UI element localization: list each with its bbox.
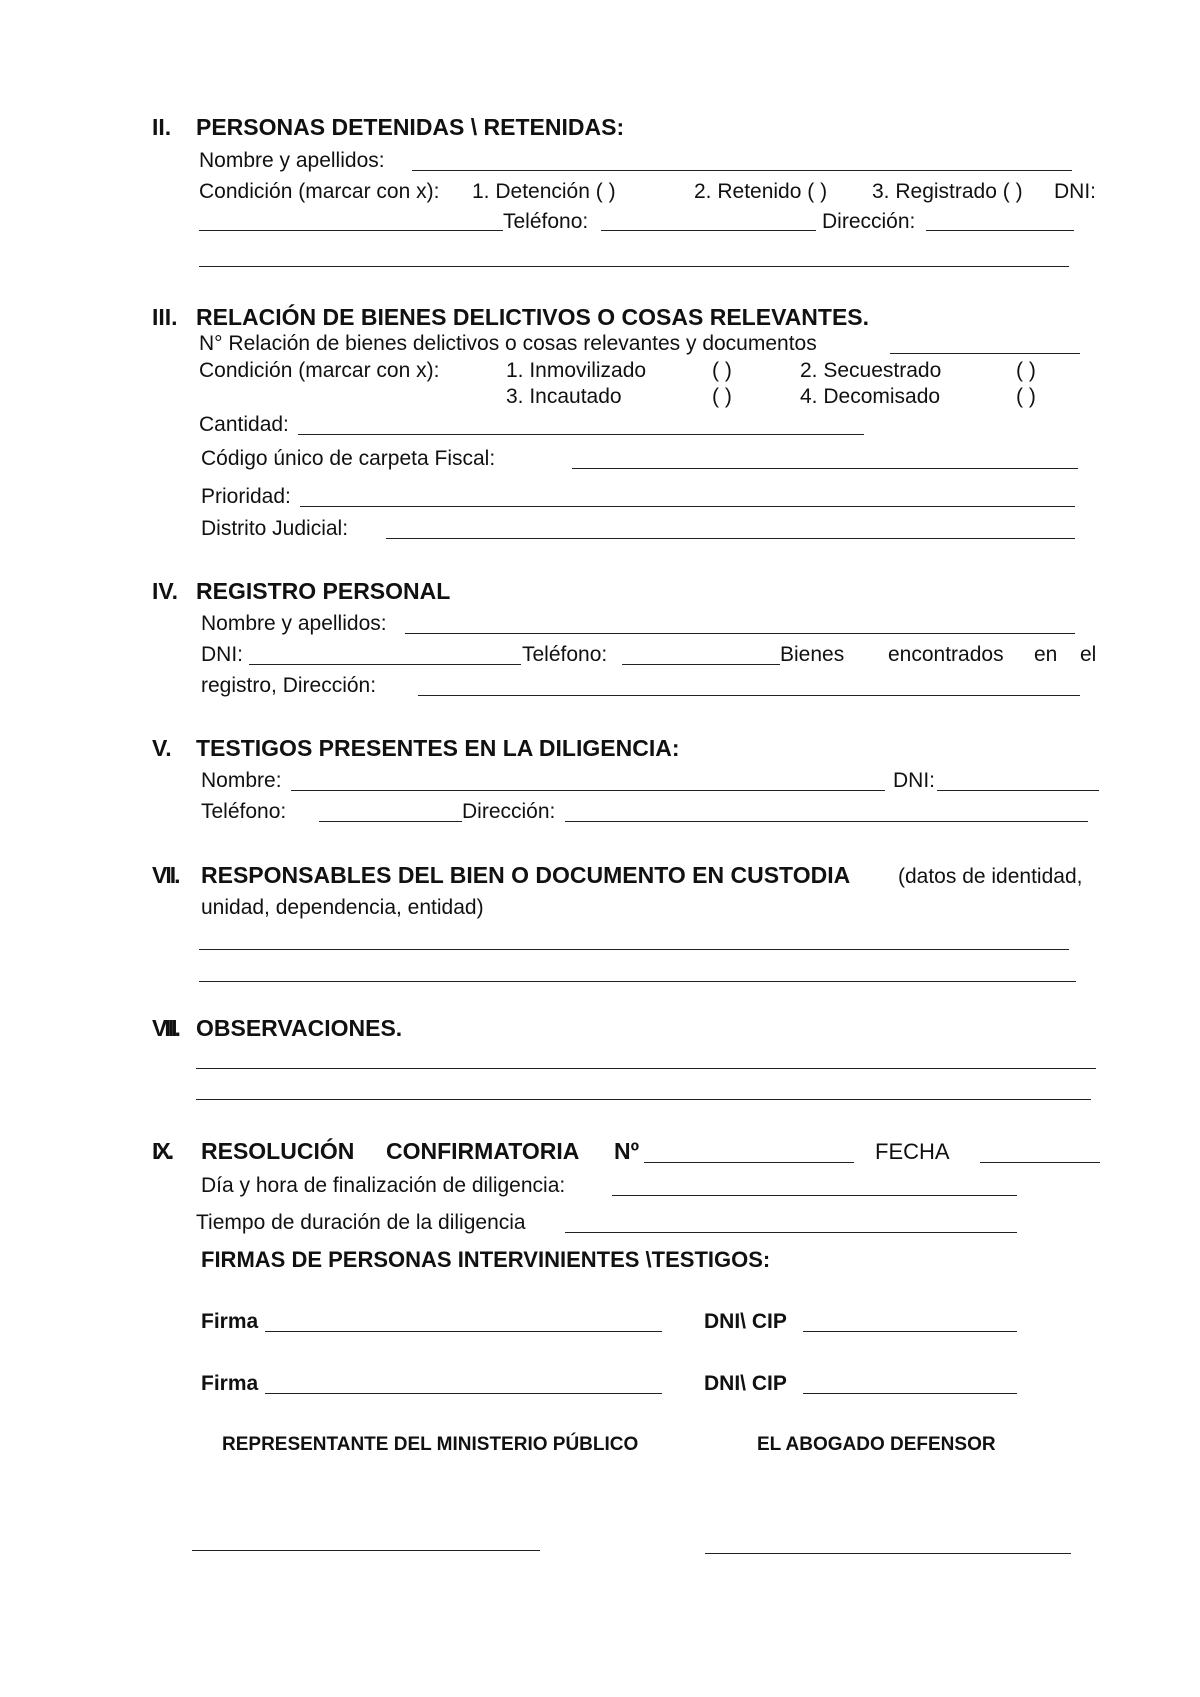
registro-bienes-label: Bienes xyxy=(780,643,845,666)
detenido-direccion-label: Dirección: xyxy=(822,210,916,233)
testigo-nombre-field[interactable] xyxy=(291,790,885,791)
detenido-telefono-field[interactable] xyxy=(601,230,816,231)
testigo-telefono-field[interactable] xyxy=(319,821,462,822)
registro-telefono-field[interactable] xyxy=(622,664,780,665)
section-4-title: REGISTRO PERSONAL xyxy=(196,578,451,604)
detenido-direccion-continuation[interactable] xyxy=(199,266,1069,267)
dni-cip-label-2: DNI\ CIP xyxy=(704,1372,787,1395)
registro-direccion-field[interactable] xyxy=(418,695,1080,696)
registro-encontrados-word: encontrados xyxy=(888,643,1004,666)
firma-label-1: Firma xyxy=(201,1310,259,1333)
option-incautado[interactable]: 3. Incautado xyxy=(506,385,622,408)
firma-field-1[interactable] xyxy=(265,1331,662,1332)
detenido-direccion-field[interactable] xyxy=(926,230,1074,231)
section-5-number: V. xyxy=(152,735,172,761)
firma-representante-field[interactable] xyxy=(192,1550,540,1551)
detenido-dni-field[interactable] xyxy=(199,230,503,231)
codigo-carpeta-field[interactable] xyxy=(572,468,1078,469)
prioridad-label: Prioridad: xyxy=(201,485,291,508)
detenido-telefono-label: Teléfono: xyxy=(503,210,589,233)
fecha-field[interactable] xyxy=(980,1162,1100,1163)
tiempo-duracion-label: Tiempo de duración de la diligencia xyxy=(196,1211,526,1234)
option-inmovilizado[interactable]: 1. Inmovilizado xyxy=(506,359,647,382)
resolucion-word: RESOLUCIÓN xyxy=(201,1138,355,1164)
abogado-label: EL ABOGADO DEFENSOR xyxy=(757,1434,996,1455)
prioridad-field[interactable] xyxy=(300,506,1075,507)
testigo-dni-label: DNI: xyxy=(893,769,935,792)
registro-dni-field[interactable] xyxy=(249,664,521,665)
section-7-note-1: (datos de identidad, xyxy=(898,865,1083,888)
section-2-number: II. xyxy=(152,114,172,140)
tiempo-duracion-field[interactable] xyxy=(565,1232,1017,1233)
observaciones-field-1[interactable] xyxy=(196,1068,1096,1069)
cantidad-label: Cantidad: xyxy=(199,413,289,436)
registro-nombre-field[interactable] xyxy=(405,633,1075,634)
section-7-number: VII. xyxy=(152,862,179,888)
section-9-number: IX. xyxy=(152,1138,172,1164)
section-7-note-2: unidad, dependencia, entidad) xyxy=(201,896,484,919)
dni-cip-field-1[interactable] xyxy=(803,1331,1017,1332)
custodia-field-1[interactable] xyxy=(199,949,1069,950)
observaciones-field-2[interactable] xyxy=(196,1099,1091,1100)
cantidad-field[interactable] xyxy=(298,434,864,435)
section-8-title: OBSERVACIONES. xyxy=(196,1015,403,1041)
representante-label: REPRESENTANTE DEL MINISTERIO PÚBLICO xyxy=(222,1434,639,1455)
section-4-number: IV. xyxy=(152,578,179,604)
checkbox-inmovilizado[interactable]: ( ) xyxy=(712,359,732,382)
registro-en-word: en xyxy=(1034,643,1058,666)
registro-nombre-label: Nombre y apellidos: xyxy=(201,612,387,635)
confirmatoria-word: CONFIRMATORIA xyxy=(386,1138,580,1164)
checkbox-incautado[interactable]: ( ) xyxy=(712,385,732,408)
option-secuestrado[interactable]: 2. Secuestrado xyxy=(800,359,942,382)
testigo-dni-field[interactable] xyxy=(937,790,1099,791)
registro-el-word: el xyxy=(1080,643,1097,666)
firma-abogado-field[interactable] xyxy=(705,1553,1071,1554)
numero-word: Nº xyxy=(614,1138,640,1164)
custodia-field-2[interactable] xyxy=(199,981,1076,982)
relacion-bienes-label: N° Relación de bienes delictivos o cosas relevantes y documentos xyxy=(199,332,817,355)
bienes-condicion-label: Condición (marcar con x): xyxy=(199,359,440,382)
firma-field-2[interactable] xyxy=(265,1393,662,1394)
section-8-number: VIII. xyxy=(152,1015,178,1041)
registro-dni-label: DNI: xyxy=(201,643,243,666)
option-registrado[interactable]: 3. Registrado ( ) xyxy=(872,180,1023,203)
fecha-label: FECHA xyxy=(875,1139,950,1164)
dia-hora-label: Día y hora de finalización de diligencia: xyxy=(201,1174,566,1197)
firmas-title: FIRMAS DE PERSONAS INTERVINIENTES \TESTIGOS: xyxy=(201,1247,771,1272)
registro-telefono-label: Teléfono: xyxy=(522,643,608,666)
section-3-number: III. xyxy=(152,304,178,330)
dni-cip-field-2[interactable] xyxy=(803,1393,1017,1394)
section-5-title: TESTIGOS PRESENTES EN LA DILIGENCIA: xyxy=(196,735,680,761)
registro-direccion-label: registro, Dirección: xyxy=(201,674,377,697)
option-detencion[interactable]: 1. Detención ( ) xyxy=(472,180,616,203)
dia-hora-field[interactable] xyxy=(612,1195,1017,1196)
checkbox-secuestrado[interactable]: ( ) xyxy=(1016,359,1036,382)
testigo-telefono-label: Teléfono: xyxy=(201,800,287,823)
relacion-bienes-field[interactable] xyxy=(890,353,1080,354)
detenido-condicion-label: Condición (marcar con x): xyxy=(199,180,440,203)
option-retenido[interactable]: 2. Retenido ( ) xyxy=(694,180,828,203)
firma-label-2: Firma xyxy=(201,1372,259,1395)
codigo-carpeta-label: Código único de carpeta Fiscal: xyxy=(201,447,496,470)
option-decomisado[interactable]: 4. Decomisado xyxy=(800,385,941,408)
checkbox-decomisado[interactable]: ( ) xyxy=(1016,385,1036,408)
testigo-direccion-field[interactable] xyxy=(565,821,1088,822)
distrito-judicial-field[interactable] xyxy=(386,538,1075,539)
resolucion-numero-field[interactable] xyxy=(644,1162,854,1163)
section-7-title: RESPONSABLES DEL BIEN O DOCUMENTO EN CUSTODIA xyxy=(201,862,851,888)
section-3-title: RELACIÓN DE BIENES DELICTIVOS O COSAS RELEVANTES. xyxy=(196,304,870,330)
dni-cip-label-1: DNI\ CIP xyxy=(704,1310,787,1333)
testigo-direccion-label: Dirección: xyxy=(462,800,556,823)
detenido-nombre-field[interactable] xyxy=(412,170,1072,171)
detenido-dni-label: DNI: xyxy=(1054,180,1096,203)
testigo-nombre-label: Nombre: xyxy=(201,769,282,792)
section-2-title: PERSONAS DETENIDAS \ RETENIDAS: xyxy=(196,114,625,140)
distrito-judicial-label: Distrito Judicial: xyxy=(201,517,349,540)
detenido-nombre-label: Nombre y apellidos: xyxy=(199,149,385,172)
